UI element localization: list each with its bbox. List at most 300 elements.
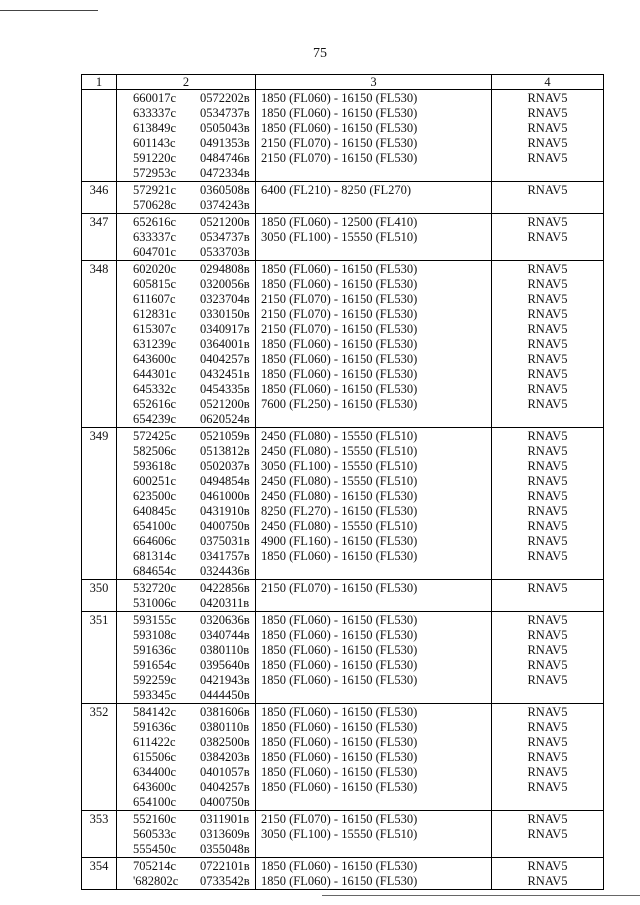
coordinate-pair (117, 842, 255, 857)
coordinate-pair (117, 91, 255, 106)
longitude-value: 0404257в (200, 780, 250, 794)
latitude-value: 582506с (133, 444, 177, 458)
longitude-value: 0364001в (200, 337, 250, 351)
longitude-value: 0381606в (200, 705, 250, 719)
latitude-value: 633337с (133, 106, 177, 120)
coordinate-pair (117, 812, 255, 827)
longitude-value: 0733542в (200, 874, 250, 888)
page-number: 75 (313, 46, 327, 61)
navigation-spec: RNAV5 (527, 504, 568, 518)
coordinate-pair (117, 735, 255, 750)
navigation-spec: RNAV5 (527, 337, 568, 351)
longitude-value: 0294808в (200, 262, 250, 276)
column-header-1: 1 (82, 75, 117, 90)
coordinate-pair (117, 504, 255, 519)
navigation-spec: RNAV5 (527, 780, 568, 794)
flight-level-range: 3050 (FL100) - 15550 (FL510) (261, 827, 418, 841)
coordinate-pair (117, 429, 255, 444)
longitude-value: 0330150в (200, 307, 250, 321)
flight-levels-cell (256, 90, 492, 182)
flight-level-range: 1850 (FL060) - 16150 (FL530) (261, 262, 418, 276)
coordinate-pair (117, 322, 255, 337)
route-number-cell: 352 (82, 704, 117, 811)
coordinate-pair (117, 151, 255, 166)
coordinate-pair (117, 262, 255, 277)
latitude-value: 593155с (133, 613, 177, 627)
latitude-value: 611422с (133, 735, 176, 749)
longitude-value: 0513812в (200, 444, 250, 458)
navigation-spec: RNAV5 (527, 367, 568, 381)
navigation-spec-cell (492, 90, 604, 182)
longitude-value: 0422856в (200, 581, 250, 595)
longitude-value: 0534737в (200, 230, 250, 244)
flight-level-range: 2150 (FL070) - 16150 (FL530) (261, 136, 418, 150)
coordinates-cell (117, 580, 256, 612)
navigation-spec: RNAV5 (527, 459, 568, 473)
navigation-spec: RNAV5 (527, 658, 568, 672)
longitude-value: 0404257в (200, 352, 250, 366)
navigation-spec: RNAV5 (527, 91, 568, 105)
longitude-value: 0521200в (200, 215, 250, 229)
table-row (82, 428, 604, 580)
routes-table (81, 74, 604, 890)
latitude-value: 664606с (133, 534, 177, 548)
latitude-value: 611607с (133, 292, 176, 306)
latitude-value: 604701с (133, 245, 177, 259)
latitude-value: 572953с (133, 166, 177, 180)
flight-level-range: 6400 (FL210) - 8250 (FL270) (261, 183, 411, 197)
longitude-value: 0421943в (200, 673, 250, 687)
navigation-spec: RNAV5 (527, 765, 568, 779)
flight-level-range: 1850 (FL060) - 16150 (FL530) (261, 874, 418, 888)
navigation-spec: RNAV5 (527, 262, 568, 276)
flight-levels-cell (256, 704, 492, 811)
table-header-row (82, 75, 604, 90)
longitude-value: 0401057в (200, 765, 250, 779)
navigation-spec: RNAV5 (527, 183, 568, 197)
latitude-value: 572425с (133, 429, 177, 443)
longitude-value: 0360508в (200, 183, 250, 197)
coordinate-pair (117, 166, 255, 181)
flight-level-range: 3050 (FL100) - 15550 (FL510) (261, 459, 418, 473)
coordinate-pair (117, 795, 255, 810)
navigation-spec: RNAV5 (527, 307, 568, 321)
flight-level-range: 1850 (FL060) - 16150 (FL530) (261, 549, 418, 563)
navigation-spec: RNAV5 (527, 106, 568, 120)
latitude-value: 634400с (133, 765, 177, 779)
coordinate-pair (117, 564, 255, 579)
coordinate-pair (117, 489, 255, 504)
coordinate-pair (117, 444, 255, 459)
latitude-value: 601143с (133, 136, 176, 150)
coordinate-pair (117, 827, 255, 842)
longitude-value: 0395640в (200, 658, 250, 672)
coordinate-pair (117, 705, 255, 720)
coordinate-pair (117, 549, 255, 564)
table-row (82, 811, 604, 858)
flight-level-range: 1850 (FL060) - 16150 (FL530) (261, 382, 418, 396)
route-number-cell: 349 (82, 428, 117, 580)
navigation-spec: RNAV5 (527, 549, 568, 563)
flight-level-range: 1850 (FL060) - 16150 (FL530) (261, 673, 418, 687)
latitude-value: 593345с (133, 688, 177, 702)
navigation-spec: RNAV5 (527, 534, 568, 548)
coordinate-pair (117, 628, 255, 643)
coordinates-cell (117, 612, 256, 704)
flight-level-range: 4900 (FL160) - 16150 (FL530) (261, 534, 418, 548)
latitude-value: 644301с (133, 367, 177, 381)
flight-level-range: 1850 (FL060) - 16150 (FL530) (261, 352, 418, 366)
flight-levels-cell (256, 811, 492, 858)
latitude-value: 531006с (133, 596, 177, 610)
coordinate-pair (117, 183, 255, 198)
coordinate-pair (117, 874, 255, 889)
longitude-value: 0521200в (200, 397, 250, 411)
coordinate-pair (117, 658, 255, 673)
navigation-spec-cell (492, 811, 604, 858)
latitude-value: 592259с (133, 673, 177, 687)
coordinate-pair (117, 397, 255, 412)
latitude-value: 600251с (133, 474, 177, 488)
latitude-value: 605815с (133, 277, 177, 291)
navigation-spec-cell (492, 858, 604, 890)
coordinates-cell (117, 428, 256, 580)
coordinate-pair (117, 277, 255, 292)
navigation-spec: RNAV5 (527, 735, 568, 749)
column-header-4: 4 (492, 75, 604, 90)
latitude-value: 593618с (133, 459, 177, 473)
flight-level-range: 1850 (FL060) - 16150 (FL530) (261, 367, 418, 381)
flight-level-range: 2150 (FL070) - 16150 (FL530) (261, 292, 418, 306)
longitude-value: 0380110в (200, 720, 250, 734)
flight-level-range: 1850 (FL060) - 16150 (FL530) (261, 628, 418, 642)
longitude-value: 0444450в (200, 688, 250, 702)
coordinate-pair (117, 215, 255, 230)
navigation-spec: RNAV5 (527, 827, 568, 841)
navigation-spec: RNAV5 (527, 705, 568, 719)
coordinates-cell (117, 811, 256, 858)
coordinates-cell (117, 704, 256, 811)
flight-level-range: 1850 (FL060) - 16150 (FL530) (261, 720, 418, 734)
coordinate-pair (117, 613, 255, 628)
flight-level-range: 2450 (FL080) - 15550 (FL510) (261, 444, 418, 458)
flight-level-range: 2450 (FL080) - 15550 (FL510) (261, 429, 418, 443)
latitude-value: 552160с (133, 812, 177, 826)
latitude-value: 591636с (133, 643, 177, 657)
longitude-value: 0320056в (200, 277, 250, 291)
longitude-value: 0472334в (200, 166, 250, 180)
latitude-value: 570628с (133, 198, 177, 212)
coordinates-cell (117, 858, 256, 890)
latitude-value: 705214с (133, 859, 177, 873)
latitude-value: 615307с (133, 322, 177, 336)
flight-levels-cell (256, 612, 492, 704)
navigation-spec-cell (492, 704, 604, 811)
navigation-spec-cell (492, 182, 604, 214)
latitude-value: 633337с (133, 230, 177, 244)
longitude-value: 0324436в (200, 564, 250, 578)
coordinate-pair (117, 412, 255, 427)
coordinate-pair (117, 688, 255, 703)
longitude-value: 0521059в (200, 429, 250, 443)
flight-level-range: 1850 (FL060) - 16150 (FL530) (261, 106, 418, 120)
flight-level-range: 1850 (FL060) - 16150 (FL530) (261, 859, 418, 873)
latitude-value: 654100с (133, 519, 177, 533)
navigation-spec: RNAV5 (527, 581, 568, 595)
coordinates-cell (117, 90, 256, 182)
latitude-value: 584142с (133, 705, 177, 719)
longitude-value: 0380110в (200, 643, 250, 657)
route-number-cell (82, 90, 117, 182)
flight-level-range: 2150 (FL070) - 16150 (FL530) (261, 581, 418, 595)
navigation-spec-cell (492, 261, 604, 428)
navigation-spec: RNAV5 (527, 859, 568, 873)
latitude-value: 591636с (133, 720, 177, 734)
latitude-value: 560533с (133, 827, 177, 841)
flight-level-range: 1850 (FL060) - 16150 (FL530) (261, 337, 418, 351)
latitude-value: 631239с (133, 337, 177, 351)
flight-level-range: 1850 (FL060) - 16150 (FL530) (261, 780, 418, 794)
flight-levels-cell (256, 428, 492, 580)
latitude-value: 555450с (133, 842, 177, 856)
navigation-spec: RNAV5 (527, 215, 568, 229)
navigation-spec: RNAV5 (527, 397, 568, 411)
column-header-2: 2 (117, 75, 256, 90)
flight-level-range: 2450 (FL080) - 15550 (FL510) (261, 474, 418, 488)
coordinates-cell (117, 261, 256, 428)
route-number-cell: 346 (82, 182, 117, 214)
longitude-value: 0432451в (200, 367, 250, 381)
coordinate-pair (117, 765, 255, 780)
navigation-spec: RNAV5 (527, 874, 568, 888)
longitude-value: 0400750в (200, 519, 250, 533)
coordinate-pair (117, 459, 255, 474)
route-number-cell: 347 (82, 214, 117, 261)
flight-level-range: 1850 (FL060) - 16150 (FL530) (261, 658, 418, 672)
coordinate-pair (117, 474, 255, 489)
flight-level-range: 1850 (FL060) - 16150 (FL530) (261, 277, 418, 291)
coordinate-pair (117, 780, 255, 795)
navigation-spec: RNAV5 (527, 322, 568, 336)
latitude-value: 643600с (133, 352, 177, 366)
latitude-value: 652616с (133, 215, 177, 229)
navigation-spec-cell (492, 428, 604, 580)
navigation-spec-cell (492, 580, 604, 612)
coordinate-pair (117, 245, 255, 260)
latitude-value: 645332с (133, 382, 177, 396)
coordinate-pair (117, 352, 255, 367)
table-row (82, 261, 604, 428)
coordinate-pair (117, 337, 255, 352)
coordinate-pair (117, 307, 255, 322)
route-number-cell: 351 (82, 612, 117, 704)
route-number-cell: 350 (82, 580, 117, 612)
longitude-value: 0311901в (200, 812, 250, 826)
latitude-value: 612831с (133, 307, 177, 321)
flight-level-range: 1850 (FL060) - 16150 (FL530) (261, 121, 418, 135)
navigation-spec: RNAV5 (527, 628, 568, 642)
longitude-value: 0484746в (200, 151, 250, 165)
longitude-value: 0400750в (200, 795, 250, 809)
navigation-spec-cell (492, 612, 604, 704)
navigation-spec-cell (492, 214, 604, 261)
header-rule (0, 10, 98, 11)
table-row (82, 214, 604, 261)
flight-level-range: 1850 (FL060) - 16150 (FL530) (261, 750, 418, 764)
table-row (82, 90, 604, 182)
longitude-value: 0572202в (200, 91, 250, 105)
navigation-spec: RNAV5 (527, 474, 568, 488)
latitude-value: 654100с (133, 795, 177, 809)
footer-rule (322, 895, 640, 896)
flight-level-range: 1850 (FL060) - 16150 (FL530) (261, 705, 418, 719)
flight-level-range: 2150 (FL070) - 16150 (FL530) (261, 322, 418, 336)
coordinate-pair (117, 720, 255, 735)
longitude-value: 0382500в (200, 735, 250, 749)
flight-level-range: 1850 (FL060) - 16150 (FL530) (261, 735, 418, 749)
navigation-spec: RNAV5 (527, 277, 568, 291)
longitude-value: 0420311в (200, 596, 250, 610)
route-number-cell: 354 (82, 858, 117, 890)
latitude-value: 660017с (133, 91, 177, 105)
flight-level-range: 1850 (FL060) - 16150 (FL530) (261, 643, 418, 657)
coordinate-pair (117, 121, 255, 136)
coordinate-pair (117, 581, 255, 596)
navigation-spec: RNAV5 (527, 352, 568, 366)
navigation-spec: RNAV5 (527, 519, 568, 533)
latitude-value: 572921с (133, 183, 177, 197)
longitude-value: 0340744в (200, 628, 250, 642)
coordinate-pair (117, 673, 255, 688)
coordinate-pair (117, 367, 255, 382)
flight-level-range: 2150 (FL070) - 16150 (FL530) (261, 151, 418, 165)
navigation-spec: RNAV5 (527, 444, 568, 458)
longitude-value: 0341757в (200, 549, 250, 563)
longitude-value: 0722101в (200, 859, 250, 873)
navigation-spec: RNAV5 (527, 673, 568, 687)
coordinates-cell (117, 214, 256, 261)
coordinate-pair (117, 750, 255, 765)
navigation-spec: RNAV5 (527, 812, 568, 826)
longitude-value: 0620524в (200, 412, 250, 426)
navigation-spec: RNAV5 (527, 136, 568, 150)
flight-level-range: 1850 (FL060) - 16150 (FL530) (261, 765, 418, 779)
longitude-value: 0491353в (200, 136, 250, 150)
table-row (82, 858, 604, 890)
navigation-spec: RNAV5 (527, 429, 568, 443)
longitude-value: 0502037в (200, 459, 250, 473)
longitude-value: 0323704в (200, 292, 250, 306)
flight-level-range: 2150 (FL070) - 16150 (FL530) (261, 812, 418, 826)
latitude-value: 591220с (133, 151, 177, 165)
table-row (82, 704, 604, 811)
table-row (82, 182, 604, 214)
coordinate-pair (117, 136, 255, 151)
longitude-value: 0320636в (200, 613, 250, 627)
latitude-value: 532720с (133, 581, 177, 595)
longitude-value: 0534737в (200, 106, 250, 120)
coordinate-pair (117, 106, 255, 121)
latitude-value: 615506с (133, 750, 177, 764)
flight-level-range: 1850 (FL060) - 12500 (FL410) (261, 215, 418, 229)
latitude-value: 684654с (133, 564, 177, 578)
flight-levels-cell (256, 580, 492, 612)
longitude-value: 0384203в (200, 750, 250, 764)
flight-levels-cell (256, 858, 492, 890)
longitude-value: 0505043в (200, 121, 250, 135)
flight-level-range: 1850 (FL060) - 16150 (FL530) (261, 613, 418, 627)
flight-level-range: 1850 (FL060) - 16150 (FL530) (261, 91, 418, 105)
latitude-value: 613849с (133, 121, 177, 135)
latitude-value: 652616с (133, 397, 177, 411)
table-row (82, 612, 604, 704)
coordinate-pair (117, 859, 255, 874)
latitude-value: 591654с (133, 658, 177, 672)
navigation-spec: RNAV5 (527, 121, 568, 135)
column-header-3: 3 (256, 75, 492, 90)
flight-levels-cell (256, 261, 492, 428)
longitude-value: 0533703в (200, 245, 250, 259)
latitude-value: 654239с (133, 412, 177, 426)
coordinate-pair (117, 534, 255, 549)
flight-level-range: 2450 (FL080) - 16150 (FL530) (261, 489, 418, 503)
navigation-spec: RNAV5 (527, 151, 568, 165)
latitude-value: 602020с (133, 262, 177, 276)
coordinate-pair (117, 596, 255, 611)
coordinate-pair (117, 292, 255, 307)
navigation-spec: RNAV5 (527, 382, 568, 396)
navigation-spec: RNAV5 (527, 613, 568, 627)
table-row (82, 580, 604, 612)
navigation-spec: RNAV5 (527, 643, 568, 657)
longitude-value: 0431910в (200, 504, 250, 518)
flight-levels-cell (256, 182, 492, 214)
latitude-value: 623500с (133, 489, 177, 503)
flight-level-range: 3050 (FL100) - 15550 (FL510) (261, 230, 418, 244)
coordinate-pair (117, 643, 255, 658)
flight-level-range: 8250 (FL270) - 16150 (FL530) (261, 504, 418, 518)
latitude-value: 643600с (133, 780, 177, 794)
longitude-value: 0461000в (200, 489, 250, 503)
longitude-value: 0340917в (200, 322, 250, 336)
longitude-value: 0374243в (200, 198, 250, 212)
coordinate-pair (117, 382, 255, 397)
latitude-value: '682802с (133, 874, 179, 888)
longitude-value: 0454335в (200, 382, 250, 396)
latitude-value: 681314с (133, 549, 177, 563)
route-number-cell: 348 (82, 261, 117, 428)
latitude-value: 640845с (133, 504, 177, 518)
navigation-spec: RNAV5 (527, 720, 568, 734)
coordinate-pair (117, 198, 255, 213)
longitude-value: 0375031в (200, 534, 250, 548)
longitude-value: 0355048в (200, 842, 250, 856)
longitude-value: 0313609в (200, 827, 250, 841)
coordinates-cell (117, 182, 256, 214)
route-number-cell: 353 (82, 811, 117, 858)
flight-levels-cell (256, 214, 492, 261)
coordinate-pair (117, 230, 255, 245)
coordinate-pair (117, 519, 255, 534)
latitude-value: 593108с (133, 628, 177, 642)
longitude-value: 0494854в (200, 474, 250, 488)
flight-level-range: 2450 (FL080) - 15550 (FL510) (261, 519, 418, 533)
navigation-spec: RNAV5 (527, 292, 568, 306)
navigation-spec: RNAV5 (527, 230, 568, 244)
navigation-spec: RNAV5 (527, 489, 568, 503)
flight-level-range: 7600 (FL250) - 16150 (FL530) (261, 397, 418, 411)
flight-level-range: 2150 (FL070) - 16150 (FL530) (261, 307, 418, 321)
